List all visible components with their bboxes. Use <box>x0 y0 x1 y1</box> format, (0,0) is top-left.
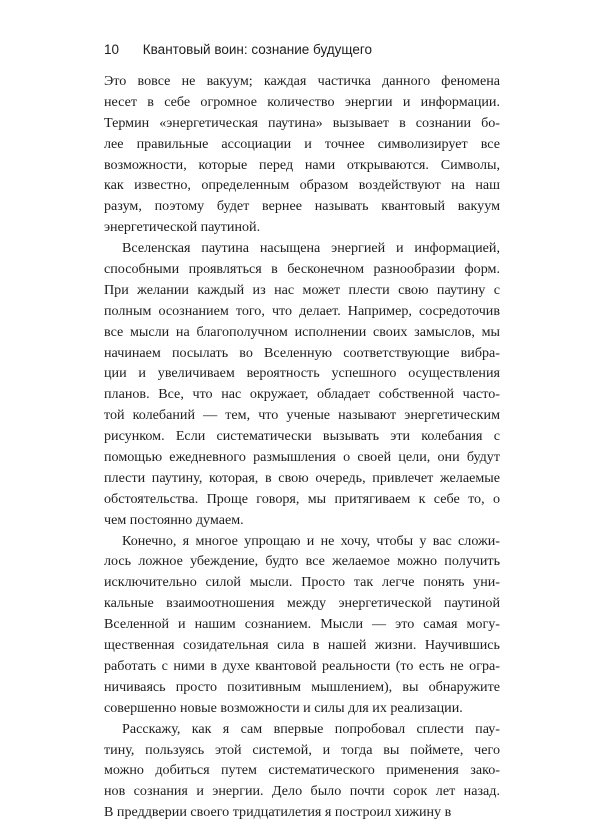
paragraph <box>104 71 500 238</box>
text-line: все мысли на благополучном исполнении своих замыслов, мы <box>104 323 500 340</box>
text-line: той колебаний — тем, что ученые называют энергетическим <box>104 407 500 424</box>
running-head <box>104 40 520 60</box>
text-line: плести паутину, которая, в свою очередь, привлечет желаемые <box>104 469 500 486</box>
text-line: помощью ежедневного размышления о своей цели, они будут <box>104 449 500 466</box>
text-line: ции и увеличиваем вероятность успешного осуществления <box>104 365 500 382</box>
text-line: Термин «энергетическая паутина» вызывает в сознании бо- <box>104 114 500 131</box>
text-line: как известно, определенным образом воздействуют на наш <box>104 177 500 194</box>
text-line: обстоятельства. Проще говоря, мы притягиваем к себе то, о <box>104 490 500 507</box>
text-line: возможности, которые перед нами открываются. Символы, <box>104 156 500 173</box>
text-line: начинаем посылать во Вселенную соответствующие вибра- <box>104 344 500 361</box>
body-text <box>104 71 500 823</box>
paragraph <box>104 238 500 530</box>
text-line: несет в себе огромное количество энергии и информации. <box>104 93 500 110</box>
text-line: совершенно новые возможности и силы для их реализации. <box>104 699 463 716</box>
paragraph <box>104 531 500 719</box>
paragraph <box>104 719 500 823</box>
text-line: Расскажу, как я сам впервые попробовал сплести пау- <box>122 720 500 737</box>
text-line: Вселенская паутина насыщена энергией и информацией, <box>122 240 500 257</box>
text-line: щественная созидательная сила в нашей жизни. Научившись <box>104 637 500 654</box>
text-line: нов сознания и энергии. Дело было почти сорок лет назад. <box>104 783 500 800</box>
text-line: работать с ними в духе квантовой реальности (то есть не огра- <box>104 657 500 674</box>
text-line: энергетической паутиной. <box>104 219 261 236</box>
text-line: рисунком. Если систематически вызывать эти колебания с <box>104 428 500 445</box>
text-line: Это вовсе не вакуум; каждая частичка данного феномена <box>104 73 500 89</box>
text-line: В преддверии своего тридцатилетия я построил хижину в <box>104 804 452 821</box>
text-line: планов. Все, что нас окружает, обладает собственной часто- <box>104 386 500 403</box>
page-number: 10 <box>104 42 120 57</box>
text-line: При желании каждый из нас может плести свою паутину с <box>104 281 500 298</box>
text-line: можно добиться путем систематического применения зако- <box>104 762 500 779</box>
text-line: разум, поэтому будет вернее называть квантовый вакуум <box>104 198 500 215</box>
text-line: лось ложное убеждение, будто все желаемое можно получить <box>104 553 500 570</box>
text-line: тину, пользуясь этой системой, и тогда вы поймете, чего <box>104 741 500 758</box>
text-line: исключительно силой мысли. Просто так легче понять уни- <box>104 574 500 591</box>
text-line: лее правильные ассоциации и точнее символизирует все <box>104 135 500 152</box>
text-line: чем постоянно думаем. <box>104 511 244 528</box>
text-line: полным осознанием того, что делает. Например, сосредоточив <box>104 302 500 319</box>
text-line: ничиваясь просто позитивным мышлением), вы обнаружите <box>104 678 500 695</box>
text-line: кальные взаимоотношения между энергетической паутиной <box>104 595 500 612</box>
book-title: Квантовый воин: сознание будущего <box>142 42 373 57</box>
text-line: Вселенной и нашим сознанием. Мысли — это самая могу- <box>104 616 500 633</box>
text-line: способными проявляться в бесконечном разнообразии форм. <box>104 261 500 278</box>
text-line: Конечно, я многое упрощаю и не хочу, чтобы у вас сложи- <box>122 532 500 549</box>
